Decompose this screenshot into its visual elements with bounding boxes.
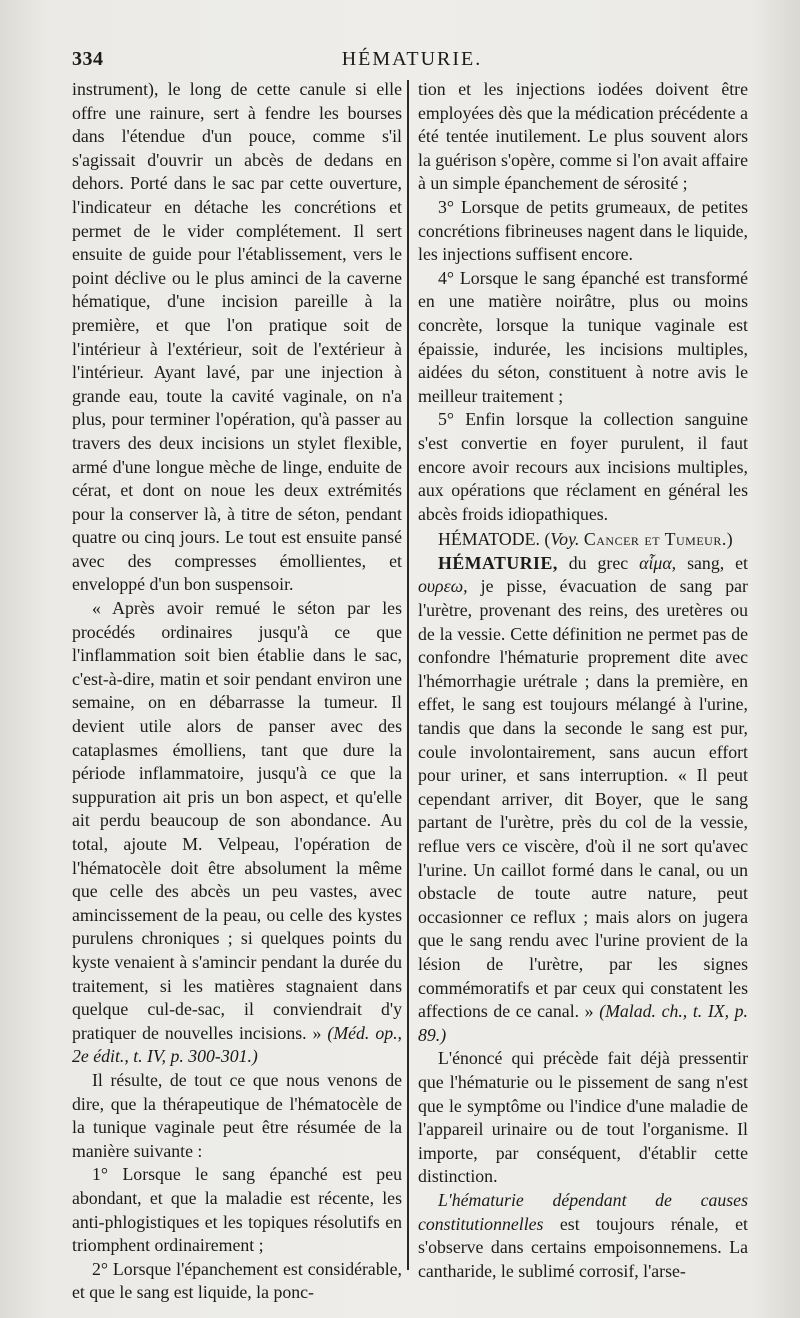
paragraph: Il résulte, de tout ce que nous venons de dire, que la thérapeutique de l'hématocèle de la tunique vaginale peut être résumée de la manière suivante : (72, 1069, 402, 1161)
right-column (418, 78, 748, 1283)
page-header (72, 48, 752, 76)
cross-ref-voy: Voy. (550, 529, 580, 550)
list-item: 5° Enfin lorsque la collection sanguine s'est convertie en foyer purulent, il faut encore avoir recours aux incisions multiples, aux opérations que réclament en général les abcès froids idiopathiques. (418, 409, 748, 524)
entry-hematode (418, 528, 748, 552)
list-item: 1° Lorsque le sang épanché est peu abondant, et que la maladie est récente, les anti-phlogistiques et les topiques résolutifs en triomphent ordinairement ; (72, 1164, 402, 1256)
definition-text: du grec (568, 552, 629, 573)
paragraph: instrument), le long de cette canule si elle offre une rainure, sert à fendre les bourses dans l'étendue d'un pouce, comme s'il s'agissait d'ouvrir un abcès de dedans en dehors. Porté dans le sac par cette ouverture, l'indicateur en détache les concrétions et permet de le vider complétement. Il sert ensuite de guide pour l'établissement, vers le point déclive ou le plus aminci de la caverne hématique, d'une incision pareille à la première, et que l'on pratique soit de l'intérieur à l'extérieur, soit de l'extérieur à l'intérieur. Ayant lavé, par une injection à grande eau, toute la cavité vaginale, on n'a plus, pour terminer l'opération, qu'à passer au travers des deux incisions un stylet flexible, armé d'une longue mèche de linge, enduite de cérat, et dont on noue les deux extrémités pour la conserver là, à titre de séton, pendant quatre ou cinq jours. Le tout est ensuite pansé avec des compresses émollientes, et enveloppé d'un bon suspensoir. (72, 79, 402, 595)
cross-ref-open: ( (544, 529, 551, 550)
greek-word: αἷμα, (639, 552, 677, 573)
paragraph-text: est toujours rénale, et s'observe dans certains empoisonnemens. La cantharide, le sublimé corrosif, l'arse- (418, 1213, 748, 1281)
citation: (Méd. op., 2e édit., t. IV, p. 300-301.) (72, 1022, 402, 1067)
definition-text: je pisse, évacuation de sang par l'urètre, provenant des reins, des uretères ou de la vessie. Cette définition ne permet pas de confondre l'hématurie proprement dite avec l'hémorrhagie urétrale ; dans la première, en effet, le sang est toujours mélangé à l'urine, tandis que dans la seconde le sang est pur, coule involontairement, sans aucun effort pour uriner, et sans interruption. « Il peut cependant arriver, dit Boyer, que le sang partant de l'urètre, près du col de la vessie, reflue vers ce viscère, d'où il ne sort qu'avec l'urine. Un caillot formé dans le canal, ou un obstacle de toute autre nature, peut occasionner ce reflux ; mais alors on jugera que le sang rendu avec l'urine provient de la lésion de l'urètre, par les signes commémoratifs et par ceux qui constatent les affections de ce canal. » (418, 576, 748, 1022)
greek-word: ουρεω, (418, 576, 468, 597)
entry-term: HÉMATODE. (438, 529, 540, 550)
paragraph: tion et les injections iodées doivent être employées dès que la médication précédente a été tentée inutilement. Le plus souvent alors la guérison s'opère, comme si l'on avait affaire à un simple épanchement de sérosité ; (418, 79, 748, 194)
column-divider (407, 80, 409, 1270)
definition-text: sang, et (687, 552, 748, 573)
left-column (72, 78, 402, 1305)
italic-phrase: L'hématurie dépendant de causes constitutionnelles (418, 1189, 748, 1234)
paragraph (418, 1189, 748, 1283)
page-number: 334 (72, 48, 104, 70)
list-item: 3° Lorsque de petits grumeaux, de petites concrétions fibrineuses nagent dans le liquide, les injections suffisent encore. (418, 196, 748, 265)
cross-ref-close: ) (726, 529, 733, 550)
paragraph (72, 597, 402, 1069)
paragraph: L'énoncé qui précède fait déjà pressentir que l'hématurie ou le pissement de sang n'est que le symptôme ou l'indice d'une maladie de l'appareil urinaire ou de tout l'organisme. Il importe, par conséquent, d'établir cette distinction. (418, 1048, 748, 1187)
list-item: 4° Lorsque le sang épanché est transformé en une matière noirâtre, plus ou moins concrète, lorsque la tunique vaginale est épaissie, indurée, les incisions multiples, aidées du séton, constituent à notre avis le meilleur traitement ; (418, 267, 748, 406)
running-head: HÉMATURIE. (341, 48, 483, 70)
citation: (Malad. ch., t. IX, p. 89.) (418, 1001, 748, 1045)
cross-ref-target: Cancer et Tumeur. (583, 529, 727, 550)
entry-hematurie (418, 552, 748, 1047)
list-item: 2° Lorsque l'épanchement est considérable, et que le sang est liquide, la ponc- (72, 1258, 402, 1303)
entry-headword: HÉMATURIE, (438, 552, 558, 573)
quoted-text: « Après avoir remué le séton par les procédés ordinaires jusqu'à ce que l'inflammation soit bien établie dans le sac, c'est-à-dire, matin et soir pendant environ une semaine, on en débarrasse la tumeur. Il devient utile alors de panser avec des cataplasmes émolliens, tant que dure la période inflammatoire, jusqu'à ce que la suppuration ait pris un bon aspect, et qu'elle ait perdu beaucoup de son abondance. Au total, ajoute M. Velpeau, l'opération de l'hématocèle doit être absolument la même que celle des abcès un peu vastes, avec amincissement de la peau, ou celle des kystes purulens chroniques ; si quelques points du kyste venaient à s'amincir pendant la durée du traitement, si les matières stagnaient dans quelque cul-de-sac, il conviendrait d'y pratiquer de nouvelles incisions. » (72, 598, 402, 1043)
